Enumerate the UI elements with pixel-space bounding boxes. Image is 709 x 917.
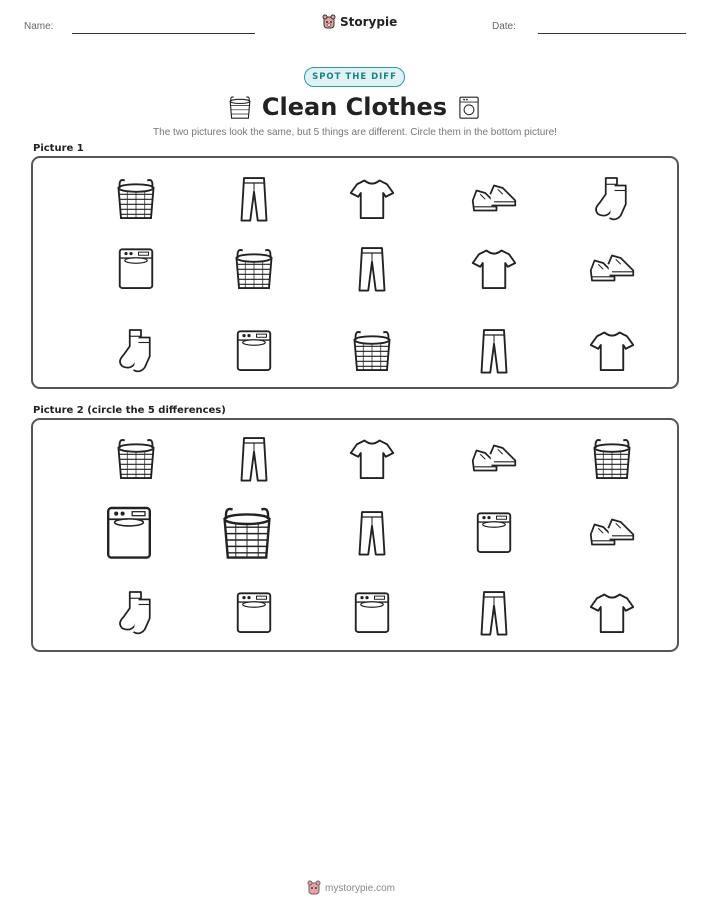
socks-icon [587,173,637,223]
washing-machine-icon[interactable] [469,507,519,557]
name-line[interactable] [72,33,255,34]
date-label: Date: [492,21,516,32]
picture-1-label: Picture 1 [33,143,84,154]
footer-url: mystorypie.com [325,882,396,894]
laundry-basket-icon[interactable] [215,500,279,564]
pants-icon[interactable] [347,507,397,557]
storypie-footer-icon [307,880,321,896]
sneakers-icon[interactable] [469,433,519,483]
t-shirt-icon[interactable] [347,433,397,483]
pants-icon [229,173,279,223]
picture-1-panel [31,156,679,389]
washing-machine-icon [111,243,161,293]
laundry-basket-icon [111,173,161,223]
date-line[interactable] [538,33,686,34]
sneakers-icon [587,243,637,293]
pants-icon [469,325,519,375]
sneakers-icon [469,173,519,223]
name-label: Name: [24,21,54,32]
t-shirt-icon [469,243,519,293]
pants-icon[interactable] [229,433,279,483]
socks-icon[interactable] [111,587,161,637]
socks-icon [111,325,161,375]
washing-machine-icon[interactable] [347,587,397,637]
pants-icon[interactable] [469,587,519,637]
page-title: Clean Clothes [261,93,448,121]
instructions: The two pictures look the same, but 5 things are different. Circle them in the bottom picture! [153,127,557,138]
laundry-basket-icon [347,325,397,375]
footer [307,879,395,897]
washing-machine-icon [229,325,279,375]
t-shirt-icon [347,173,397,223]
pants-icon [347,243,397,293]
picture-2-panel[interactable] [31,418,679,652]
storypie-logo [322,13,397,31]
brand-name: Storypie [340,15,398,29]
laundry-basket-icon [229,243,279,293]
washing-machine-icon[interactable] [97,500,161,564]
spot-the-diff-badge: SPOT THE DIFF [304,67,405,87]
washing-machine-icon[interactable] [229,587,279,637]
t-shirt-icon [587,325,637,375]
t-shirt-icon[interactable] [587,587,637,637]
washing-machine-icon [456,93,482,126]
picture-2-label: Picture 2 (circle the 5 differences) [33,405,226,416]
laundry-basket-icon[interactable] [111,433,161,483]
laundry-basket-icon[interactable] [587,433,637,483]
sneakers-icon[interactable] [587,507,637,557]
storypie-icon [322,14,336,30]
